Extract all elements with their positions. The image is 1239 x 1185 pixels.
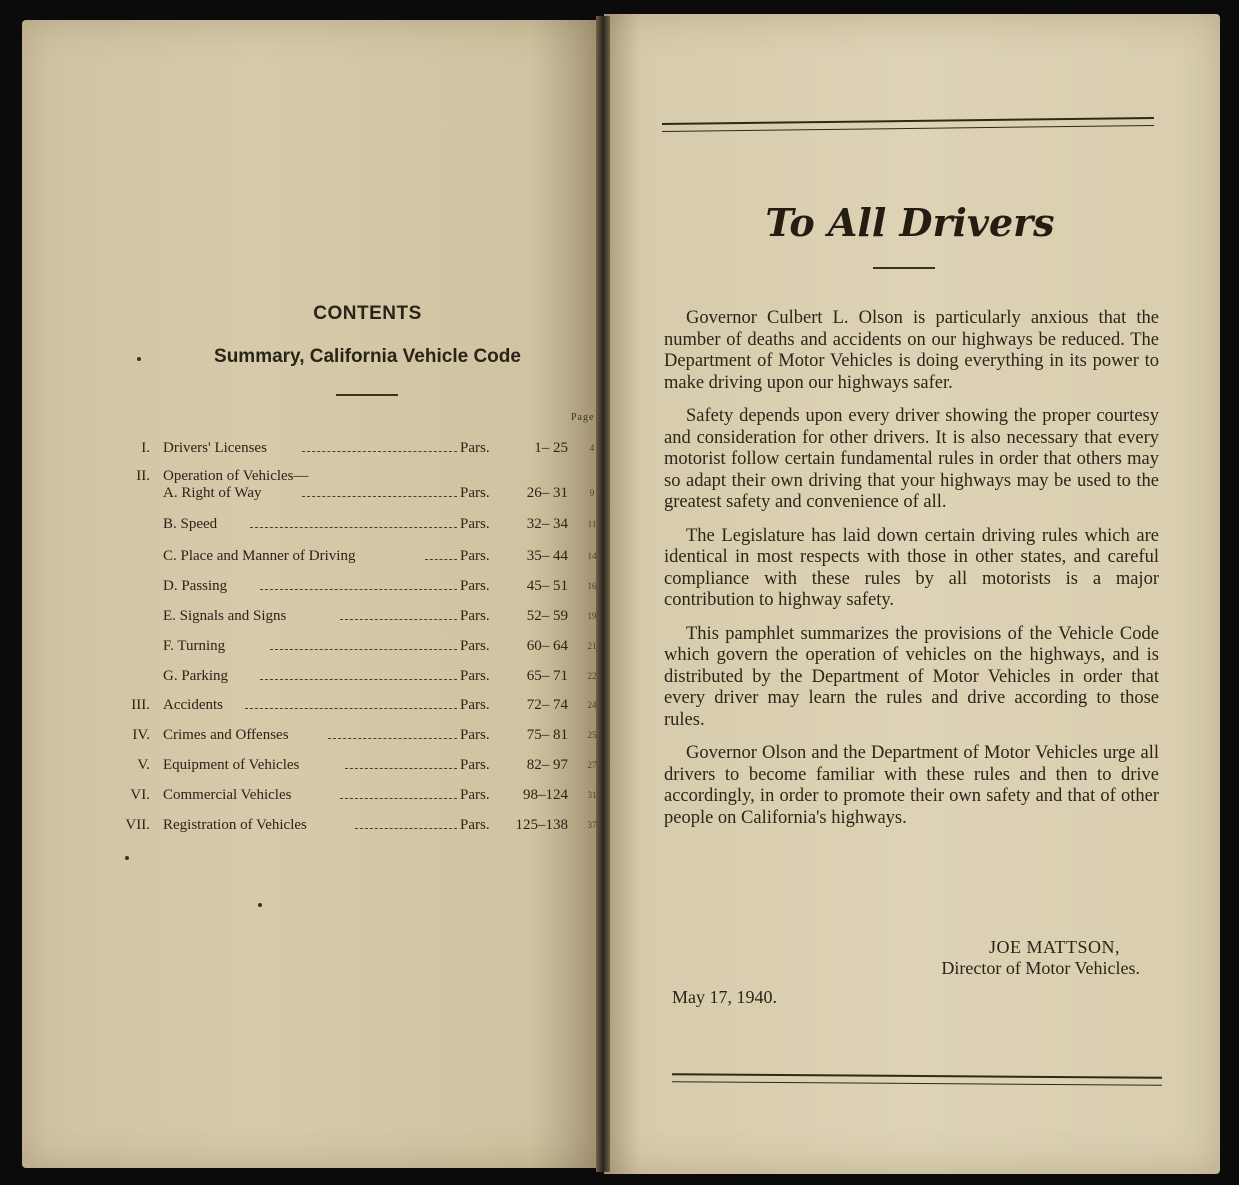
toc-page: 22: [587, 671, 597, 681]
body-paragraph: Governor Culbert L. Olson is particularly anxious that the number of deaths and accidents on our highways be reduced. The Department of Motor Vehicles is doing everything in its power to make driving upon our highways safer.: [664, 308, 1159, 393]
toc-range: 72– 74: [526, 697, 568, 713]
toc-page: 37: [587, 820, 597, 830]
toc-pars: Pars.: [460, 757, 490, 773]
letter-date: May 17, 1940.: [672, 987, 777, 1007]
toc-row: [100, 815, 600, 835]
toc-row: [100, 514, 600, 534]
paper-speck: [125, 856, 129, 860]
toc-pars: Pars.: [460, 548, 490, 564]
toc-row: [100, 606, 600, 626]
toc-title: E. Signals and Signs: [163, 608, 287, 624]
headline: To All Drivers: [765, 200, 1055, 245]
toc-title: Commercial Vehicles: [163, 787, 292, 803]
toc-range: 82– 97: [526, 757, 568, 773]
toc-page: 11: [587, 519, 597, 529]
leader-dots: [260, 679, 457, 680]
subtitle-rule: [336, 394, 398, 396]
toc-page: 21: [587, 641, 597, 651]
toc-page: 27: [587, 760, 597, 770]
toc-page: 16: [587, 581, 597, 591]
toc-title: A. Right of Way: [163, 485, 262, 501]
toc-pars: Pars.: [460, 787, 490, 803]
toc-pars: Pars.: [460, 608, 490, 624]
toc-pars: Pars.: [460, 578, 490, 594]
paper-speck: [258, 903, 262, 907]
toc-number: V.: [137, 757, 150, 773]
body-paragraph: Safety depends upon every driver showing the proper courtesy and consideration for other drivers. It is also necessary that every motorist follow certain fundamental rules in order that others may so adapt their own driving that your highways may be used to the greatest safety and convenience of all.: [664, 406, 1159, 512]
toc-pars: Pars.: [460, 485, 490, 501]
signature-title: Director of Motor Vehicles.: [941, 958, 1140, 978]
toc-title: Equipment of Vehicles: [163, 757, 300, 773]
body-paragraph: This pamphlet summarizes the provisions of the Vehicle Code which govern the operation of vehicles on the highways, and is distributed by the Department of Motor Vehicles in order that every driver may learn the rules and drive according to those rules.: [664, 623, 1159, 730]
toc-pars: Pars.: [460, 817, 490, 833]
letter-body: [664, 308, 1159, 841]
toc-row: [100, 666, 600, 686]
toc-row: [100, 755, 600, 775]
leader-dots: [245, 708, 457, 709]
toc-title: Crimes and Offenses: [163, 727, 289, 743]
toc-number: I.: [141, 440, 150, 456]
toc-range: 75– 81: [526, 727, 568, 743]
toc-pars: Pars.: [460, 697, 490, 713]
toc-row: [100, 785, 600, 805]
toc-row: [100, 636, 600, 656]
toc-title: Registration of Vehicles: [163, 817, 307, 833]
toc-title: B. Speed: [163, 516, 218, 532]
toc-page: 24: [587, 700, 597, 710]
leader-dots: [250, 527, 457, 528]
toc-row: [100, 576, 600, 596]
leader-dots: [345, 768, 457, 769]
toc-row: [100, 725, 600, 745]
toc-range: 45– 51: [526, 578, 568, 594]
toc-title: F. Turning: [163, 638, 226, 654]
toc-row: [100, 546, 600, 566]
leader-dots: [270, 649, 457, 650]
toc-range: 26– 31: [526, 485, 568, 501]
paper-speck: [137, 357, 141, 361]
toc-title: Drivers' Licenses: [163, 440, 267, 456]
toc-range: 32– 34: [526, 516, 568, 532]
toc-title: Accidents: [163, 697, 223, 713]
toc-pars: Pars.: [460, 516, 490, 532]
leader-dots: [340, 619, 457, 620]
toc-range: 1– 25: [534, 440, 568, 456]
toc-pars: Pars.: [460, 638, 490, 654]
toc-page: 19: [587, 611, 597, 621]
page-column-label: Page: [571, 412, 595, 423]
toc-range: 35– 44: [526, 548, 568, 564]
toc-page: 14: [587, 551, 597, 561]
leader-dots: [260, 589, 457, 590]
toc-row: [100, 483, 600, 503]
toc-title: D. Passing: [163, 578, 228, 594]
toc-row: [100, 438, 600, 458]
toc-row: [100, 695, 600, 715]
leader-dots: [355, 828, 457, 829]
toc-pars: Pars.: [460, 668, 490, 684]
toc-range: 52– 59: [526, 608, 568, 624]
toc-range: 125–138: [515, 817, 568, 833]
toc-number: VII.: [125, 817, 150, 833]
toc-range: 60– 64: [526, 638, 568, 654]
leader-dots: [302, 451, 457, 452]
headline-rule: [873, 267, 935, 269]
toc-number: III.: [131, 697, 150, 713]
body-paragraph: Governor Olson and the Department of Motor Vehicles urge all drivers to become familiar with these rules and then to drive accordingly, in order to promote their own safety and that of other people on California's highways.: [664, 743, 1159, 828]
toc-title: Operation of Vehicles—: [163, 468, 309, 484]
toc-range: 65– 71: [526, 668, 568, 684]
body-paragraph: The Legislature has laid down certain driving rules which are identical in most respects with those in other states, and careful compliance with these rules by all motorists is a major contribution to highway safety.: [664, 525, 1159, 610]
leader-dots: [425, 559, 457, 560]
toc-page: 9: [589, 488, 595, 498]
toc-page: 4: [589, 443, 595, 453]
toc-number: IV.: [132, 727, 150, 743]
contents-heading: CONTENTS: [313, 303, 422, 324]
toc-pars: Pars.: [460, 440, 490, 456]
toc-page: 25: [587, 730, 597, 740]
contents-subtitle: Summary, California Vehicle Code: [214, 346, 521, 367]
toc-page: 31: [587, 790, 597, 800]
toc-title: G. Parking: [163, 668, 228, 684]
leader-dots: [302, 496, 457, 497]
toc-range: 98–124: [523, 787, 568, 803]
leader-dots: [340, 798, 457, 799]
toc-number: II.: [136, 468, 150, 484]
signature-name: JOE MATTSON,: [988, 937, 1120, 957]
toc-number: VI.: [130, 787, 150, 803]
toc-pars: Pars.: [460, 727, 490, 743]
toc-title: C. Place and Manner of Driving: [163, 548, 356, 564]
leader-dots: [328, 738, 457, 739]
